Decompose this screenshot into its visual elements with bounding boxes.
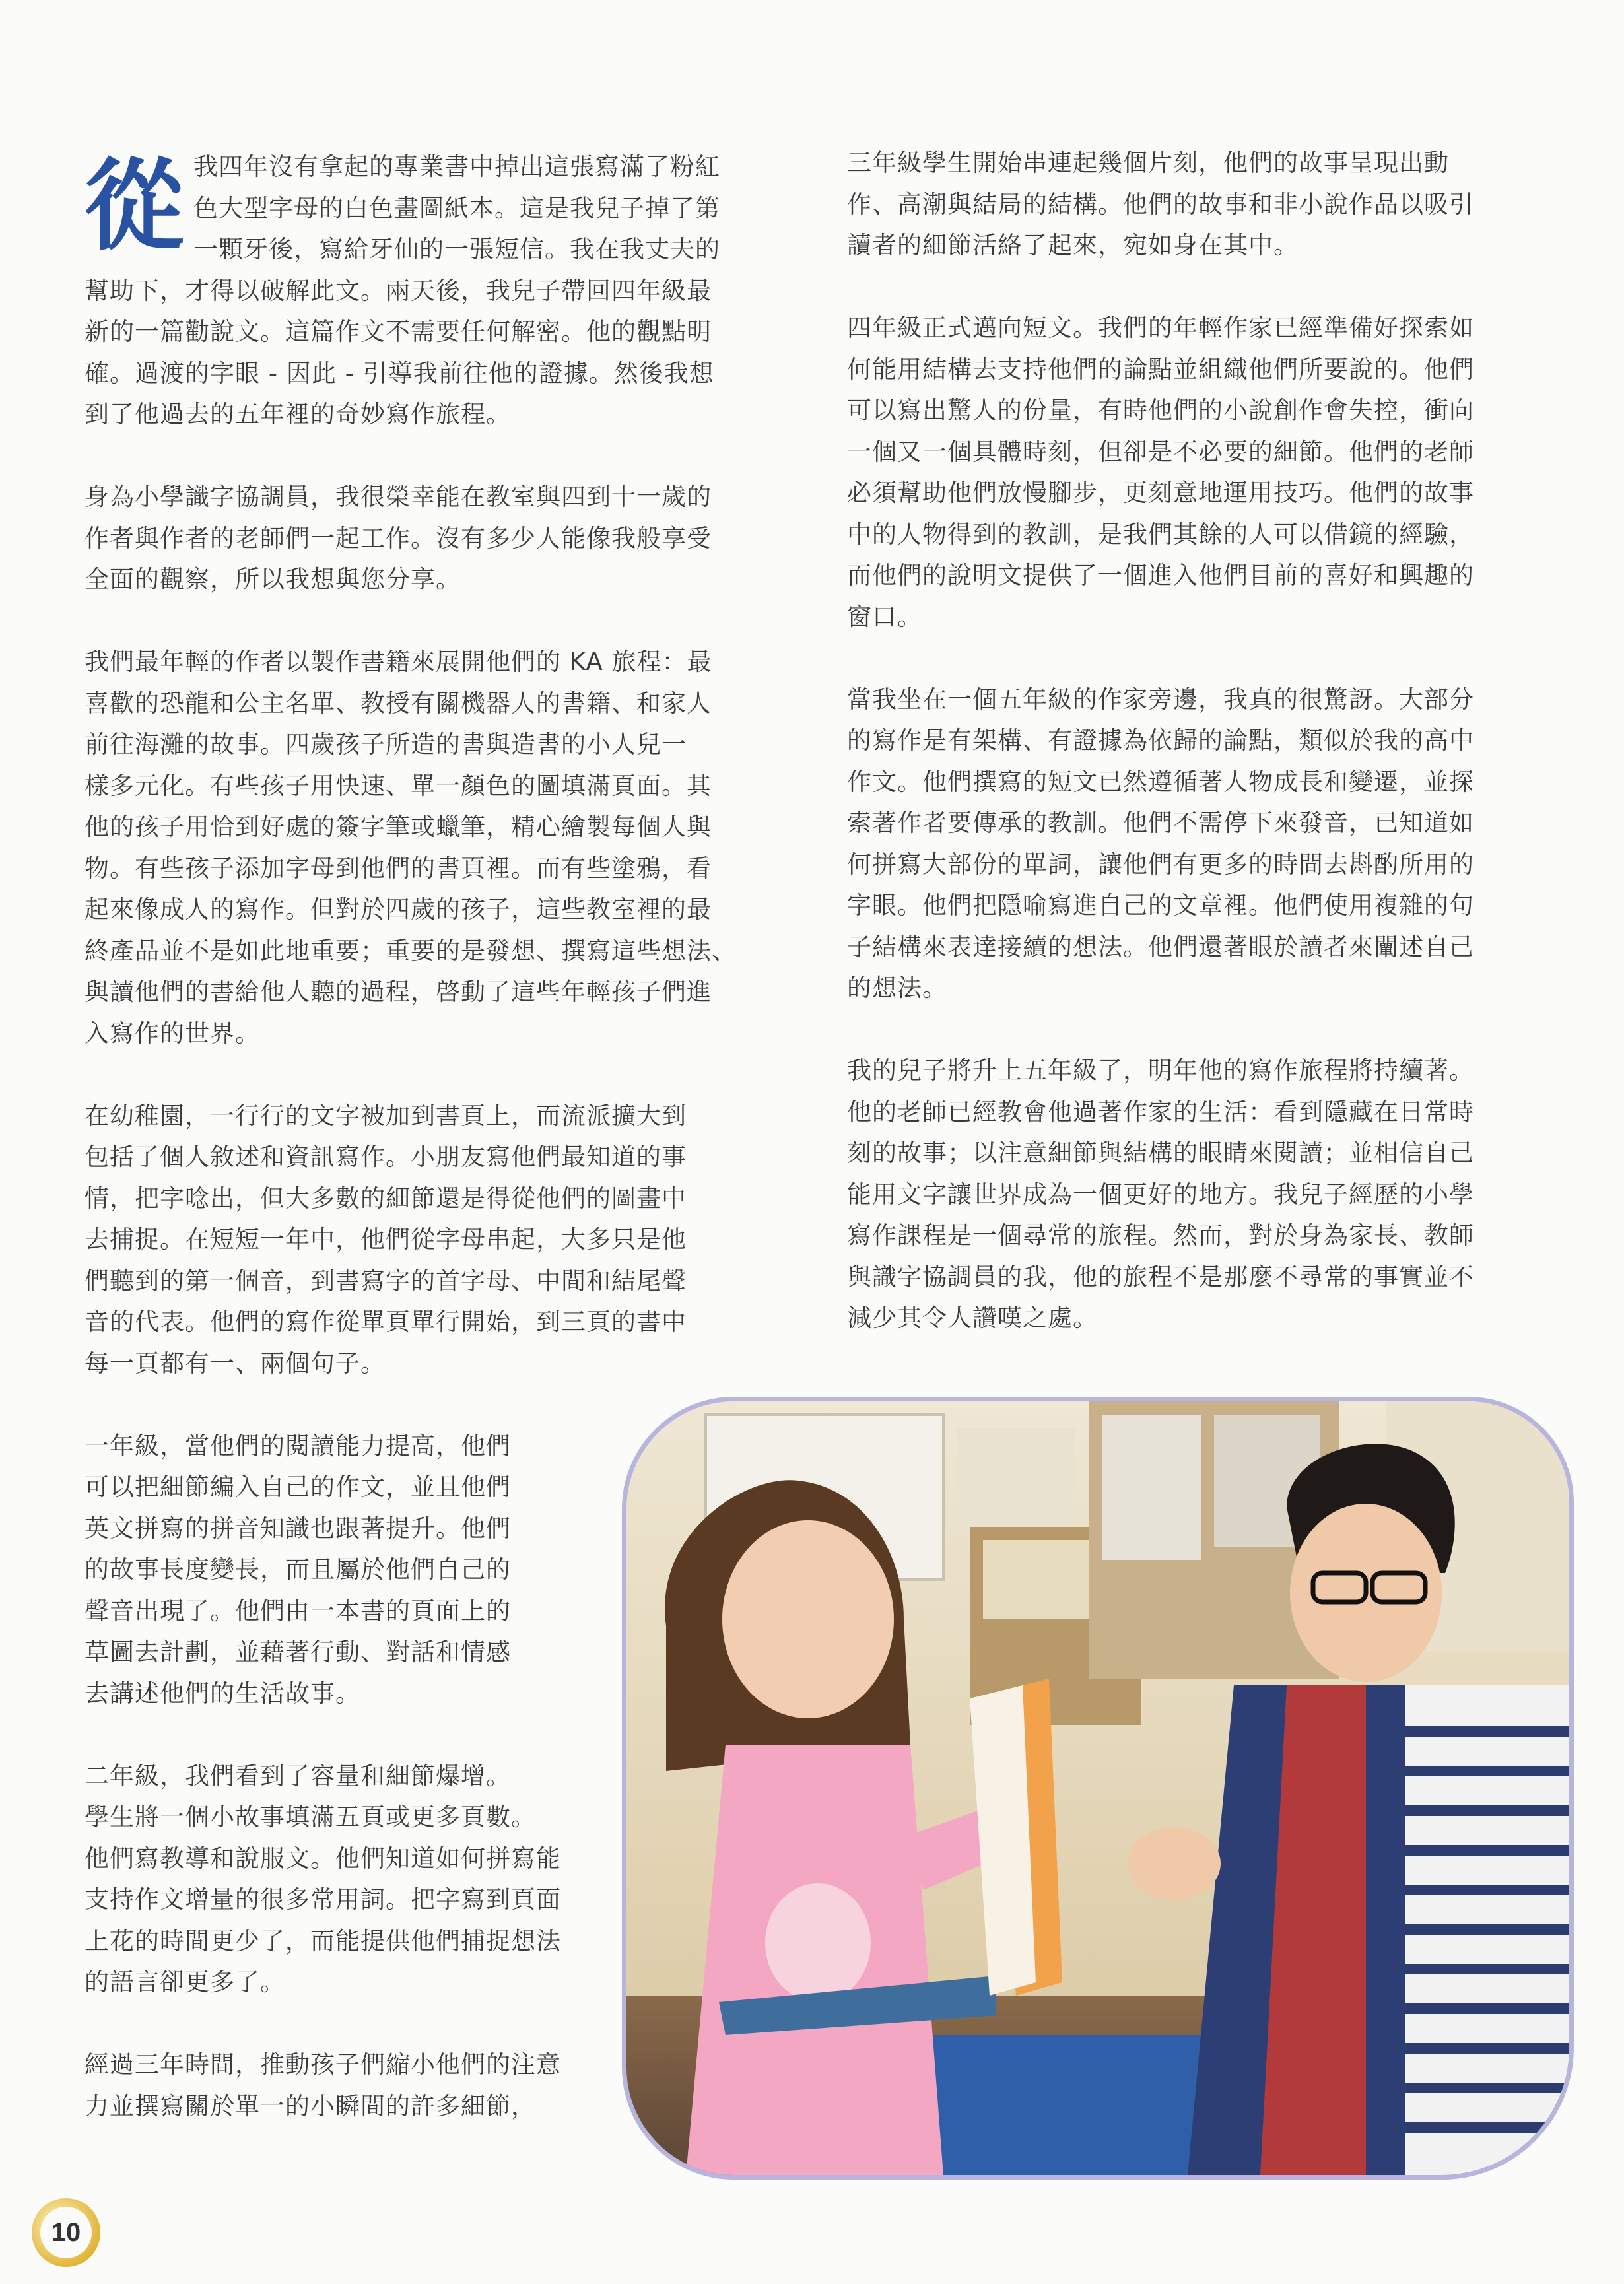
text-line: 色大型字母的白色畫圖紙本。這是我兒子掉了第 [193, 193, 720, 222]
text-line: 我四年沒有拿起的專業書中掉出這張寫滿了粉紅 [193, 152, 720, 181]
paragraph [847, 679, 1527, 1009]
paragraph [85, 147, 764, 436]
text-line: 情，把字唸出，但大多數的細節還是得從他們的圖畫中 [85, 1184, 687, 1213]
paragraph [85, 1096, 764, 1385]
text-line: 到了他過去的五年裡的奇妙寫作旅程。 [85, 400, 511, 428]
text-line: 我們最年輕的作者以製作書籍來展開他們的 KA 旅程：最 [85, 648, 712, 676]
right-column [847, 143, 1527, 1380]
text-line: 作者與作者的老師們一起工作。沒有多少人能像我般享受 [85, 523, 712, 553]
text-line: 經過三年時間，推動孩子們縮小他們的注意 [85, 2050, 561, 2079]
text-line: 而他們的說明文提供了一個進入他們目前的喜好和興趣的 [847, 561, 1474, 589]
text-line: 喜歡的恐龍和公主名單、教授有關機器人的書籍、和家人 [85, 689, 712, 718]
text-line: 三年級學生開始串連起幾個片刻，他們的故事呈現出動 [847, 149, 1449, 177]
text-line: 聲音出現了。他們由一本書的頁面上的 [85, 1596, 511, 1625]
text-line: 去捕捉。在短短一年中，他們從字母串起，大多只是他 [85, 1225, 687, 1254]
text-line: 確。過渡的字眼 - 因此 - 引導我前往他的證據。然後我想 [85, 358, 714, 387]
text-line: 作、高潮與結局的結構。他們的故事和非小說作品以吸引 [847, 189, 1474, 218]
text-line: 作文。他們撰寫的短文已然遵循著人物成長和變遷，並探 [847, 767, 1474, 796]
text-line: 幫助下，才得以破解此文。兩天後，我兒子帶回四年級最 [85, 276, 712, 305]
text-line: 與識字協調員的我，他的旅程不是那麼不尋常的事實並不 [847, 1262, 1474, 1291]
text-line: 當我坐在一個五年級的作家旁邊，我真的很驚訝。大部分 [847, 685, 1474, 714]
paragraph [847, 143, 1527, 267]
text-line: 起來像成人的寫作。但對於四歲的孩子，這些教室裡的最 [85, 895, 712, 924]
text-line: 樣多元化。有些孩子用快速、單一顏色的圖填滿頁面。其 [85, 771, 712, 800]
text-line: 一年級，當他們的閱讀能力提高，他們 [85, 1431, 511, 1460]
text-line: 四年級正式邁向短文。我們的年輕作家已經準備好探索如 [847, 314, 1474, 342]
text-line: 支持作文增量的很多常用詞。把字寫到頁面 [85, 1885, 561, 1914]
paragraph [85, 642, 764, 1054]
text-line: 全面的觀察，所以我想與您分享。 [85, 565, 461, 593]
text-line: 英文拼寫的拼音知識也跟著提升。他們 [85, 1514, 511, 1543]
text-line: 窗口。 [847, 602, 922, 631]
text-line: 上花的時間更少了，而能提供他們捕捉想法 [85, 1926, 561, 1955]
text-line: 新的一篇勸說文。這篇作文不需要任何解密。他的觀點明 [85, 318, 712, 346]
text-line: 二年級，我們看到了容量和細節爆增。 [85, 1761, 511, 1790]
text-line: 們聽到的第一個音，到書寫字的首字母、中間和結尾聲 [85, 1266, 687, 1295]
text-line: 入寫作的世界。 [85, 1019, 260, 1048]
text-line: 一個又一個具體時刻，但卻是不必要的細節。他們的老師 [847, 437, 1474, 466]
text-line: 刻的故事；以注意細節與結構的眼睛來閱讀；並相信自己 [847, 1139, 1474, 1167]
text-line: 音的代表。他們的寫作從單頁單行開始，到三頁的書中 [85, 1308, 687, 1336]
text-line: 索著作者要傳承的教訓。他們不需停下來發音，已知道如 [847, 809, 1474, 837]
text-line: 讀者的細節活絡了起來，宛如身在其中。 [847, 231, 1299, 259]
text-line: 我的兒子將升上五年級了，明年他的寫作旅程將持續著。 [847, 1056, 1474, 1085]
text-line: 寫作課程是一個尋常的旅程。然而，對於身為家長、教師 [847, 1221, 1474, 1250]
text-line: 的語言卻更多了。 [85, 1968, 285, 1996]
text-line: 子結構來表達接續的想法。他們還著眼於讀者來闡述自己 [847, 932, 1474, 961]
text-line: 包括了個人敘述和資訊寫作。小朋友寫他們最知道的事 [85, 1143, 687, 1171]
text-line: 力並撰寫關於單一的小瞬間的許多細節， [85, 2091, 536, 2120]
text-line: 他們寫教導和說服文。他們知道如何拼寫能 [85, 1844, 561, 1873]
text-line: 與讀他們的書給他人聽的過程，啓動了這些年輕孩子們進 [85, 978, 712, 1006]
page-number: 10 [40, 2207, 92, 2258]
text-line: 中的人物得到的教訓，是我們其餘的人可以借鏡的經驗， [847, 520, 1474, 549]
text-line: 去講述他們的生活故事。 [85, 1679, 360, 1708]
text-line: 字眼。他們把隱喻寫進自己的文章裡。他們使用複雜的句 [847, 891, 1474, 920]
text-line: 身為小學識字協調員，我很榮幸能在教室與四到十一歲的 [85, 483, 712, 511]
text-line: 他的老師已經教會他過著作家的生活：看到隱藏在日常時 [847, 1097, 1474, 1126]
text-line: 的故事長度變長，而且屬於他們自己的 [85, 1555, 511, 1584]
text-line: 何拼寫大部份的單詞，讓他們有更多的時間去斟酌所用的 [847, 850, 1474, 879]
text-line: 可以把細節編入自己的作文，並且他們 [85, 1473, 511, 1501]
text-line: 一顆牙後，寫給牙仙的一張短信。我在我丈夫的 [193, 235, 720, 263]
text-line: 物。有些孩子添加字母到他們的書頁裡。而有些塗鴉，看 [85, 854, 712, 883]
text-line: 能用文字讓世界成為一個更好的地方。我兒子經歷的小學 [847, 1180, 1474, 1209]
text-line: 的想法。 [847, 974, 947, 1002]
text-line: 可以寫出驚人的份量，有時他們的小說創作會失控，衝向 [847, 396, 1474, 424]
children-reading-illustration [626, 1401, 1569, 2175]
drop-cap: 從 [85, 148, 184, 264]
paragraph [847, 1050, 1527, 1339]
paragraph [85, 477, 764, 601]
paragraph [847, 308, 1527, 638]
text-line: 學生將一個小故事填滿五頁或更多頁數。 [85, 1803, 536, 1831]
page-number-badge [32, 2198, 100, 2267]
text-line: 草圖去計劃，並藉著行動、對話和情感 [85, 1638, 511, 1666]
text-line: 減少其令人讚嘆之處。 [847, 1304, 1098, 1332]
text-line: 前往海灘的故事。四歲孩子所造的書與造書的小人兒一 [85, 730, 687, 758]
text-line: 他的孩子用恰到好處的簽字筆或蠟筆，精心繪製每個人與 [85, 813, 712, 841]
text-line: 必須幫助他們放慢腳步，更刻意地運用技巧。他們的故事 [847, 479, 1474, 507]
text-line: 每一頁都有一、兩個句子。 [85, 1349, 386, 1378]
text-line: 何能用結構去支持他們的論點並組織他們所要說的。他們 [847, 354, 1474, 384]
classroom-photo [622, 1397, 1574, 2180]
text-line: 在幼稚園，一行行的文字被加到書頁上，而流派擴大到 [85, 1101, 687, 1130]
text-line: 的寫作是有架構、有證據為依歸的論點，類似於我的高中 [847, 726, 1474, 755]
text-line: 終產品並不是如此地重要；重要的是發想、撰寫這些想法、 [85, 936, 737, 965]
